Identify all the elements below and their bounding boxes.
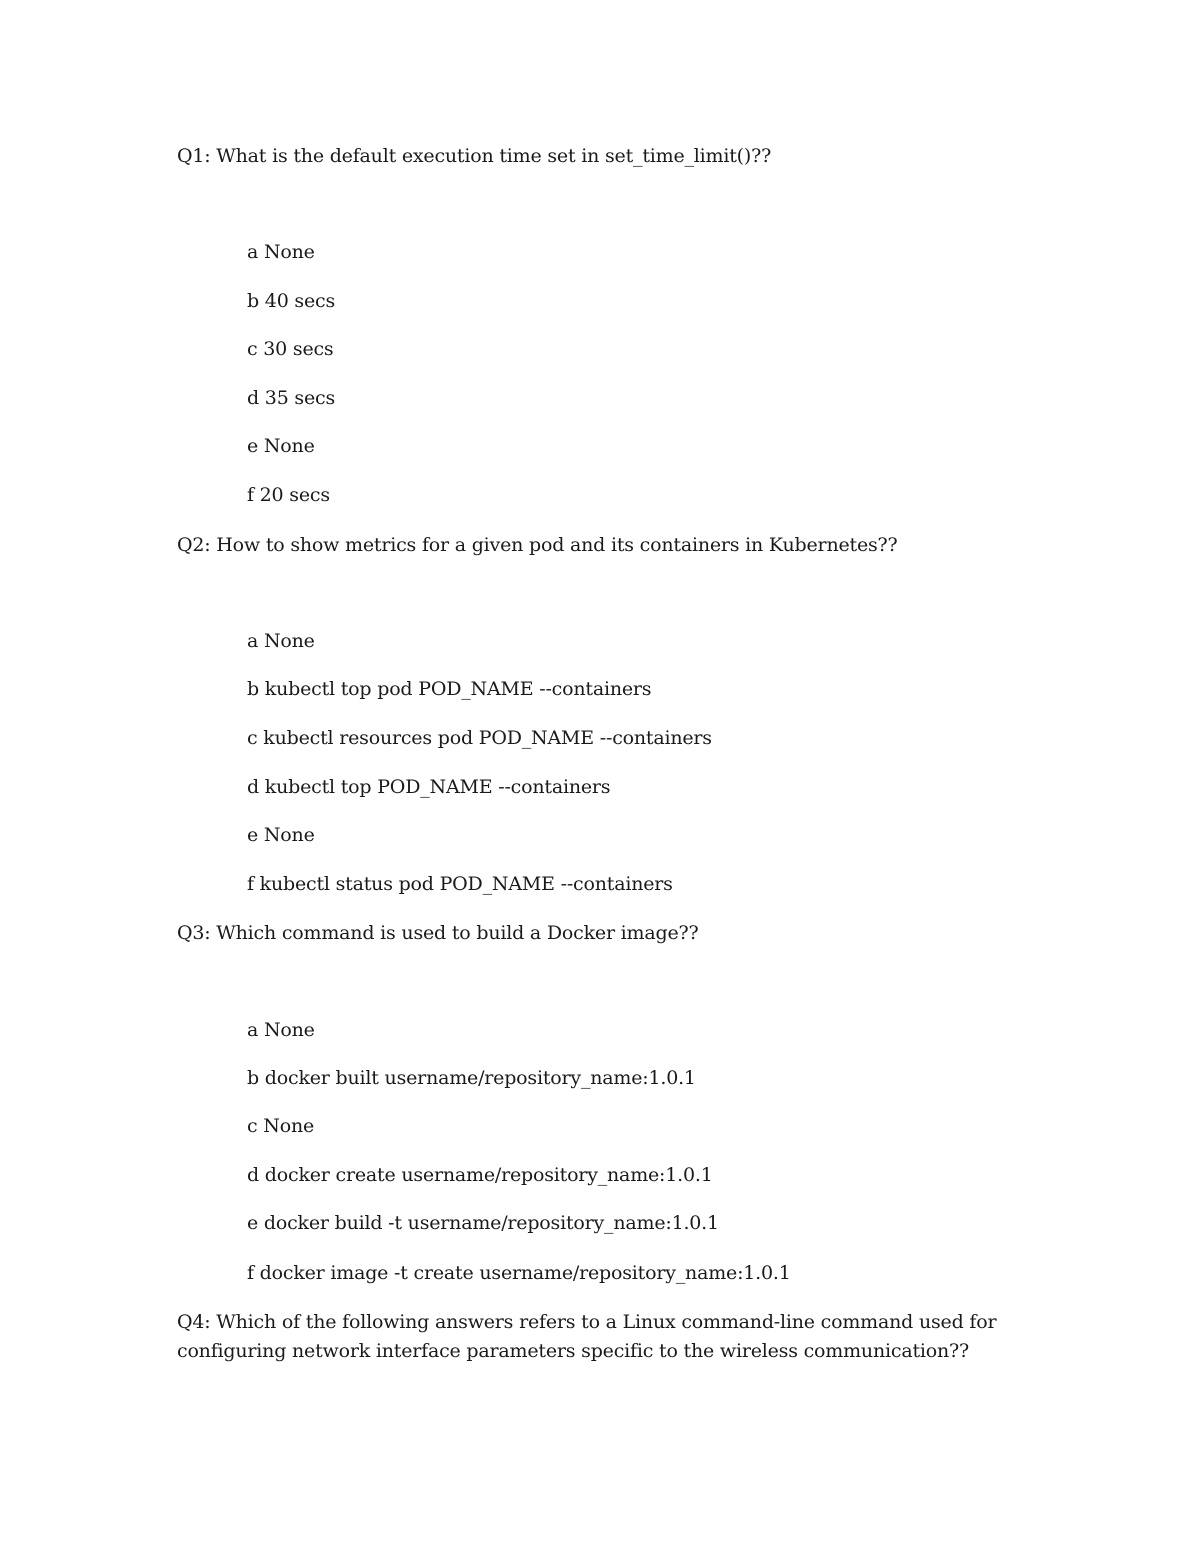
- question-1-option-a: a None: [247, 241, 315, 263]
- question-3-option-b: b docker built username/repository_name:1.0.1: [247, 1067, 696, 1089]
- question-2-option-d: d kubectl top POD_NAME --containers: [247, 776, 611, 798]
- question-1-option-d: d 35 secs: [247, 387, 336, 409]
- question-1-text: Q1: What is the default execution time set in set_time_limit()??: [177, 145, 772, 167]
- question-2-option-b: b kubectl top pod POD_NAME --containers: [247, 678, 652, 700]
- question-3-option-f: f docker image -t create username/repository_name:1.0.1: [247, 1262, 791, 1284]
- question-4-text-line-1: Q4: Which of the following answers refers to a Linux command-line command used for: [177, 1311, 997, 1333]
- question-2-text: Q2: How to show metrics for a given pod and its containers in Kubernetes??: [177, 534, 898, 556]
- question-2-option-e: e None: [247, 824, 315, 846]
- question-1-option-c: c 30 secs: [247, 338, 334, 360]
- question-3-text: Q3: Which command is used to build a Docker image??: [177, 922, 699, 944]
- question-4-text-line-2: configuring network interface parameters specific to the wireless communication??: [177, 1340, 970, 1362]
- question-2-option-c: c kubectl resources pod POD_NAME --containers: [247, 727, 712, 749]
- question-3-option-a: a None: [247, 1019, 315, 1041]
- question-2-option-f: f kubectl status pod POD_NAME --containers: [247, 873, 673, 895]
- question-2-option-a: a None: [247, 630, 315, 652]
- question-1-option-b: b 40 secs: [247, 290, 336, 312]
- question-3-option-e: e docker build -t username/repository_name:1.0.1: [247, 1212, 719, 1234]
- question-3-option-c: c None: [247, 1115, 315, 1137]
- question-1-option-e: e None: [247, 435, 315, 457]
- question-3-option-d: d docker create username/repository_name:1.0.1: [247, 1164, 713, 1186]
- question-1-option-f: f 20 secs: [247, 484, 330, 506]
